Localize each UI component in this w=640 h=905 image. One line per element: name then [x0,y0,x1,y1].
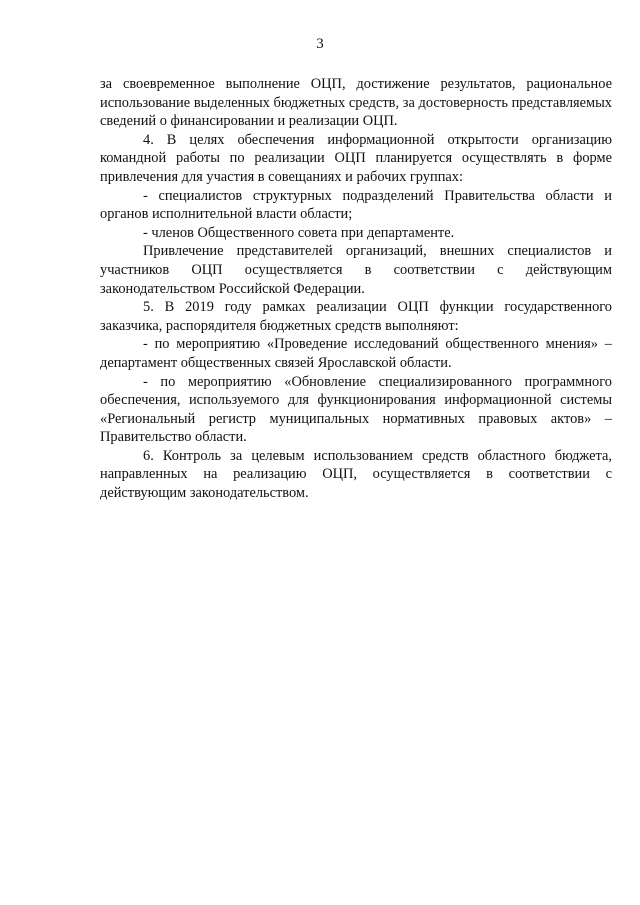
paragraph-measure-survey: - по мероприятию «Проведение исследований общественного мнения» – департамент общественных связей Ярославской области. [100,336,612,371]
paragraph-list-specialists: - специалистов структурных подразделений Правительства области и органов исполнительной власти области; [100,187,612,223]
paragraph-measure-software: - по мероприятию «Обновление специализированного программного обеспечения, используемого для функционирования информационной системы «Региональный регистр муниципальных нормативных правовых актов» – Правительство области. [100,373,612,446]
paragraph-item-5: 5. В 2019 году рамках реализации ОЦП функции государственного заказчика, распорядителя бюджетных средств выполняют: [100,299,612,334]
document-body [100,75,612,503]
paragraph-continuation: за своевременное выполнение ОЦП, достижение результатов, рациональное использование выделенных бюджетных средств, за достоверность представляемых сведений о финансировании и реализации ОЦП. [100,76,612,130]
paragraph-list-council: - членов Общественного совета при департаменте. [143,224,455,241]
paragraph-item-6: 6. Контроль за целевым использованием средств областного бюджета, направленных на реализацию ОЦП, осуществляется в соответствии с действующим законодательством. [100,447,612,502]
paragraph-involvement: Привлечение представителей организаций, внешних специалистов и участников ОЦП осуществляется в соответствии с действующим законодательством Российской Федерации. [100,243,612,297]
page-number: 3 [316,36,324,52]
paragraph-item-4: 4. В целях обеспечения информационной открытости организацию командной работы по реализации ОЦП планируется осуществлять в форме привлечения для участия в совещаниях и рабочих группах: [100,131,612,185]
